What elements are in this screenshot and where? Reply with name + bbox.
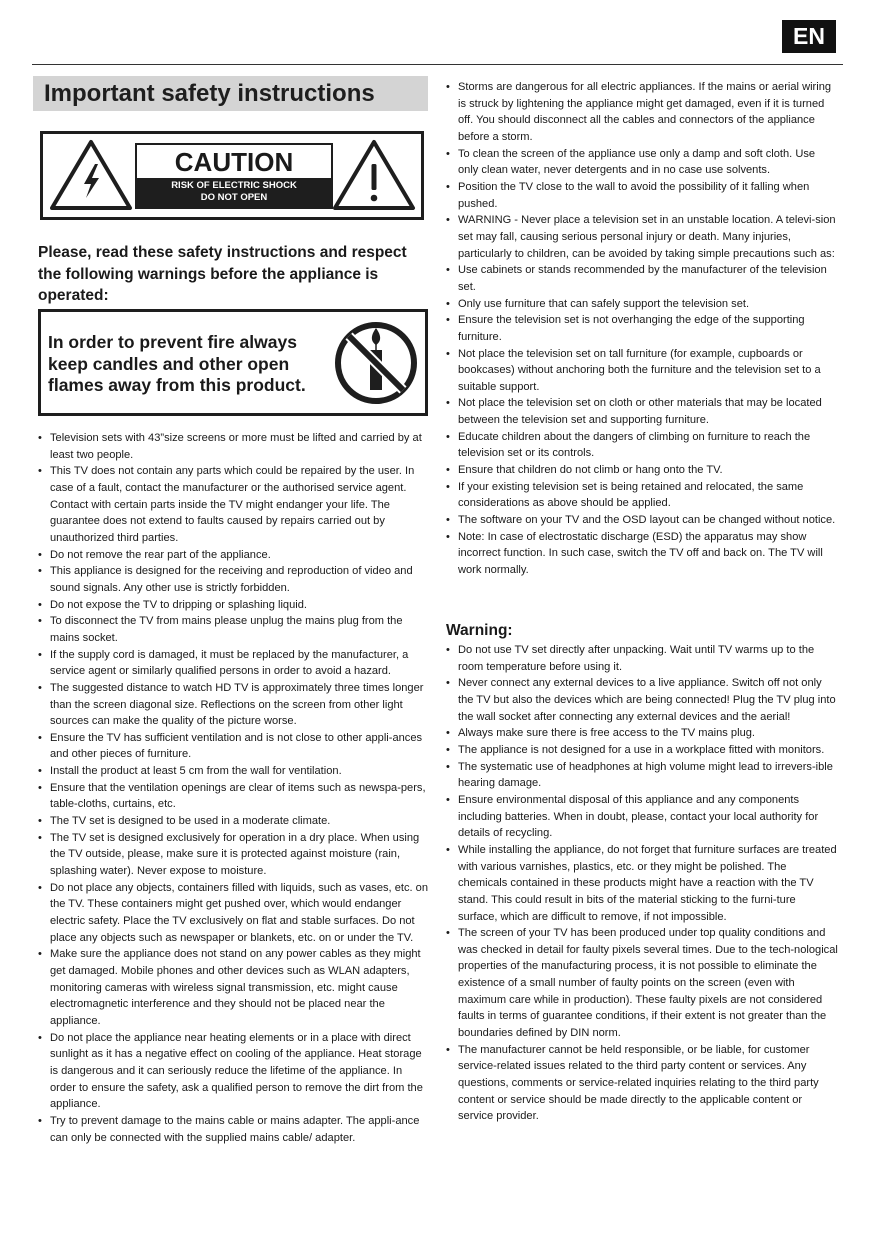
list-item: • While installing the appliance, do not forget that furniture surfaces are treated with various varnishes, plastics, etc. or they might be polished. The chemicals contained in these products might have a reaction with the TV stand. This could result in bits of the material sticking to the furni-ture surface, which are difficult to remove, if not impossible. <box>446 842 838 925</box>
caution-label <box>40 131 424 220</box>
list-item: • Ensure the TV has sufficient ventilation and is not close to other appli-ances and other pieces of furniture. <box>38 730 430 763</box>
caution-line-2: DO NOT OPEN <box>200 192 268 203</box>
list-item: • The suggested distance to watch HD TV is approximately three times longer than the screen diagonal size. Reflections on the screen from other light sources can make the quality of the picture worse. <box>38 680 430 730</box>
list-item: • Ensure that the ventilation openings are clear of items such as newspa-pers, table-cloths, curtains, etc. <box>38 780 430 813</box>
list-item: • Storms are dangerous for all electric appliances. If the mains or aerial wiring is struck by lightening the appliance might get damaged, even if it is turned off. You should disconnect all the cables and connectors of the appliance before a storm. <box>446 79 838 146</box>
list-item: • The manufacturer cannot be held responsible, or be liable, for customer service-related issues related to the third party content or services. Any questions, comments or service-related inquiries relating to the third party content or service should be made directly to the applicable content or service provider. <box>446 1042 838 1125</box>
list-item: • The software on your TV and the OSD layout can be changed without notice. <box>446 512 838 529</box>
left-safety-list <box>38 430 430 1146</box>
intro-text: Please, read these safety instructions and respect the following warnings before the appliance is operated: <box>38 244 407 304</box>
list-item: • Educate children about the dangers of climbing on furniture to reach the television set or its controls. <box>446 429 838 462</box>
caution-text-box <box>135 143 333 209</box>
header-rule <box>32 64 843 65</box>
list-item: • The screen of your TV has been produced under top quality conditions and was checked in detail for faulty pixels several times. Due to the tech-nological properties of the manufacturing process, it is not possible to eliminate the existence of a small number of faulty points on the screen (even with maximum care while in production). These faulty pixels are not considered faults in terms of guarantee conditions, if their extent is not greater than the boundaries defined by DIN norm. <box>446 925 838 1042</box>
list-item: • Use cabinets or stands recommended by the manufacturer of the television set. <box>446 262 838 295</box>
caution-band <box>137 178 331 207</box>
list-item: • Ensure the television set is not overhanging the edge of the supporting furniture. <box>446 312 838 345</box>
list-item: • Do not place the appliance near heating elements or in a place with direct sunlight as it has a negative effect on cooling of the appliance. Heat storage is dangerous and it can seriously reduce the lifetime of the appliance. In order to ensure the safety, ask a qualified person to remove the dirt from the appliance. <box>38 1030 430 1113</box>
list-item: • Install the product at least 5 cm from the wall for ventilation. <box>38 763 430 780</box>
list-item: • If your existing television set is being retained and relocated, the same considerations as above should be applied. <box>446 479 838 512</box>
page-title: Important safety instructions <box>33 76 428 111</box>
list-item: • Ensure environmental disposal of this appliance and any components including batteries. When in doubt, please, contact your local authority for details of recycling. <box>446 792 838 842</box>
no-candle-icon <box>333 320 419 406</box>
list-item: • Position the TV close to the wall to avoid the possibility of it falling when pushed. <box>446 179 838 212</box>
list-item: • Do not expose the TV to dripping or splashing liquid. <box>38 597 430 614</box>
warning-list <box>446 642 838 1125</box>
list-item: • Not place the television set on tall furniture (for example, cupboards or bookcases) without anchoring both the furniture and the television set to a suitable support. <box>446 346 838 396</box>
list-item: • Only use furniture that can safely support the television set. <box>446 296 838 313</box>
list-item: • To disconnect the TV from mains please unplug the mains plug from the mains socket. <box>38 613 430 646</box>
caution-word: CAUTION <box>174 147 294 177</box>
list-item: • Not place the television set on cloth or other materials that may be located between the television set and supporting furniture. <box>446 395 838 428</box>
list-item: • Note: In case of electrostatic discharge (ESD) the apparatus may show incorrect function. In such case, switch the TV off and back on. The TV will work normally. <box>446 529 838 579</box>
list-item: • If the supply cord is damaged, it must be replaced by the manufacturer, a service agent or similarly qualified persons in order to avoid a hazard. <box>38 647 430 680</box>
warning-heading: Warning: <box>446 622 513 639</box>
list-item: • This TV does not contain any parts which could be repaired by the user. In case of a fault, contact the manufacturer or the authorised service agent. Contact with certain parts inside the TV might endanger your life. The guarantee does not extend to faults caused by repairs carried out by unauthorized third parties. <box>38 463 430 546</box>
list-item: • Always make sure there is free access to the TV mains plug. <box>446 725 838 742</box>
list-item: • The appliance is not designed for a use in a workplace fitted with monitors. <box>446 742 838 759</box>
exclamation-warning-icon <box>335 142 413 208</box>
list-item: • The TV set is designed exclusively for operation in a dry place. When using the TV outside, please, make sure it is protected against moisture (rain, splashing water). Never expose to moisture. <box>38 830 430 880</box>
list-item: • Do not use TV set directly after unpacking. Wait until TV warms up to the room temperature before using it. <box>446 642 838 675</box>
list-item: • The TV set is designed to be used in a moderate climate. <box>38 813 430 830</box>
list-item: • The systematic use of headphones at high volume might lead to irrevers-ible hearing damage. <box>446 759 838 792</box>
list-item: • Do not remove the rear part of the appliance. <box>38 547 430 564</box>
language-badge: EN <box>782 20 836 53</box>
list-item: • This appliance is designed for the receiving and reproduction of video and sound signals. Any other use is strictly forbidden. <box>38 563 430 596</box>
list-item: • Never connect any external devices to a live appliance. Switch off not only the TV but also the devices which are being connected! Plug the TV plug into the wall socket after connecting any external devices and the aerial! <box>446 675 838 725</box>
list-item: • To clean the screen of the appliance use only a damp and soft cloth. Use only clean water, never detergents and in no case use solvents. <box>446 146 838 179</box>
fire-notice <box>38 309 428 416</box>
list-item: • WARNING - Never place a television set in an unstable location. A televi-sion set may fall, causing serious personal injury or death. Many injuries, particularly to children, can be avoided by taking simple precautions such as: <box>446 212 838 262</box>
list-item: • Do not place any objects, containers filled with liquids, such as vases, etc. on the TV. These containers might get pushed over, which would endanger electric safety. Place the TV exclusively on flat and stable surfaces. Do not place any objects such as newspaper or blankets, etc. on or under the TV. <box>38 880 430 947</box>
list-item: • Television sets with 43”size screens or more must be lifted and carried by at least two people. <box>38 430 430 463</box>
lightning-warning-icon <box>52 142 130 208</box>
right-safety-list <box>446 79 838 579</box>
list-item: • Try to prevent damage to the mains cable or mains adapter. The appli-ance can only be connected with the supplied mains cable/ adapter. <box>38 1113 430 1146</box>
list-item: • Make sure the appliance does not stand on any power cables as they might get damaged. Mobile phones and other devices such as WLAN adapters, monitoring cameras with wireless signal transmission, etc. might cause electromagnetic interference and they should not be placed near the appliance. <box>38 946 430 1029</box>
fire-notice-text: In order to prevent fire always keep candles and other open flames away from this product. <box>48 332 306 395</box>
caution-line-1: RISK OF ELECTRIC SHOCK <box>171 180 297 191</box>
list-item: • Ensure that children do not climb or hang onto the TV. <box>446 462 838 479</box>
